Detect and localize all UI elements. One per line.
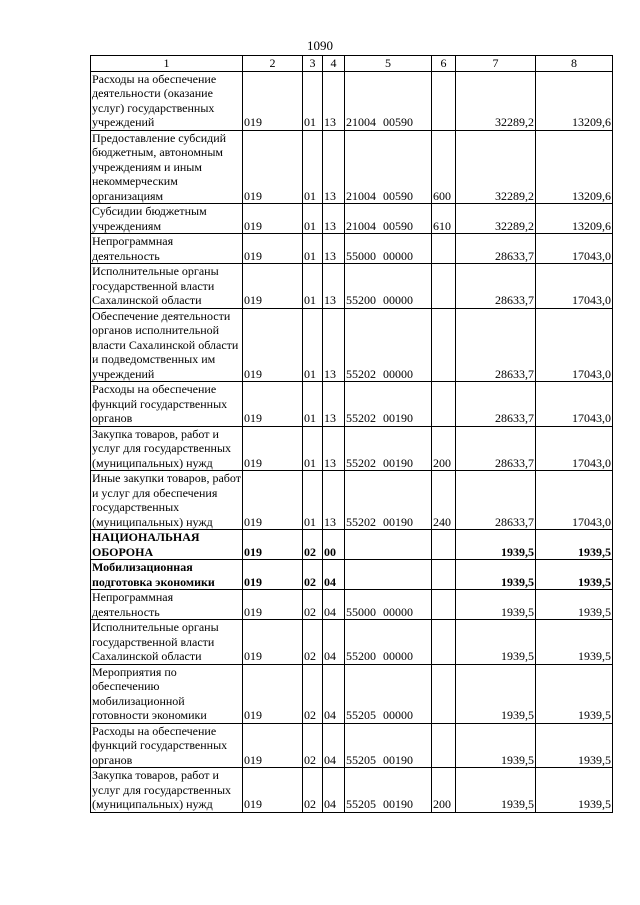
- subsection-code-cell: 00: [323, 530, 345, 560]
- amount-cell: 1939,5: [536, 664, 613, 723]
- target-article-cell: [345, 530, 432, 560]
- amount-cell: 32289,2: [456, 71, 536, 130]
- expense-type-cell: [432, 620, 456, 665]
- amount-cell: 1939,5: [456, 620, 536, 665]
- target-article-part: 00190: [383, 797, 413, 811]
- target-article-part: 55202: [346, 514, 376, 529]
- section-code-cell: 01: [303, 71, 323, 130]
- table-row: [91, 560, 613, 590]
- target-article-part: 00190: [383, 411, 413, 425]
- target-article-cell: [345, 620, 432, 665]
- amount-cell: 1939,5: [456, 560, 536, 590]
- row-name-cell: Расходы на обеспечение деятельности (оказание услуг) государственных учреждений: [91, 71, 243, 130]
- amount-cell: 28633,7: [456, 234, 536, 264]
- subsection-code-cell: 04: [323, 620, 345, 665]
- target-article-part: 00190: [383, 752, 413, 767]
- page-number: 1090: [307, 38, 333, 53]
- section-code-cell: 02: [303, 664, 323, 723]
- target-article-part: 55202: [346, 366, 376, 381]
- table-row: [91, 590, 613, 620]
- amount-cell: 1939,5: [456, 768, 536, 813]
- target-article-cell: [345, 471, 432, 530]
- target-article-part: 21004: [346, 115, 376, 129]
- admin-code-cell: 019: [243, 130, 303, 204]
- target-article-part: 55205: [346, 797, 376, 811]
- expense-type-cell: [432, 530, 456, 560]
- amount-cell: 1939,5: [536, 590, 613, 620]
- amount-cell: 1939,5: [536, 560, 613, 590]
- row-name-cell: Мобилизационная подготовка экономики: [91, 560, 243, 590]
- amount-cell: 17043,0: [536, 426, 613, 471]
- admin-code-cell: 019: [243, 560, 303, 590]
- target-article-part: 55202: [346, 411, 376, 425]
- table-header-row: [91, 56, 613, 72]
- expense-type-cell: 200: [432, 768, 456, 813]
- target-article-part: 00590: [383, 188, 413, 203]
- subsection-code-cell: 04: [323, 590, 345, 620]
- target-article-cell: [345, 382, 432, 427]
- subsection-code-cell: 13: [323, 471, 345, 530]
- row-name-cell: Субсидии бюджетным учреждениям: [91, 204, 243, 234]
- amount-cell: 1939,5: [536, 620, 613, 665]
- column-header: 6: [432, 56, 456, 72]
- column-header: 2: [243, 56, 303, 72]
- row-name-cell: Мероприятия по обеспечению мобилизационной готовности экономики: [91, 664, 243, 723]
- table-row: [91, 382, 613, 427]
- section-code-cell: 01: [303, 204, 323, 234]
- column-header: 7: [456, 56, 536, 72]
- table-row: [91, 620, 613, 665]
- section-code-cell: 01: [303, 426, 323, 471]
- expense-type-cell: [432, 664, 456, 723]
- target-article-part: 55200: [346, 649, 376, 663]
- target-article-part: 00590: [383, 218, 413, 233]
- target-article-part: 00190: [383, 514, 413, 529]
- column-header: 8: [536, 56, 613, 72]
- section-code-cell: 02: [303, 590, 323, 620]
- target-article-part: 00000: [383, 708, 413, 722]
- target-article-cell: [345, 768, 432, 813]
- target-article-cell: [345, 71, 432, 130]
- admin-code-cell: 019: [243, 204, 303, 234]
- target-article-part: 00000: [383, 649, 413, 663]
- target-article-part: 55000: [346, 604, 376, 619]
- amount-cell: 28633,7: [456, 264, 536, 309]
- amount-cell: 1939,5: [536, 530, 613, 560]
- subsection-code-cell: 04: [323, 664, 345, 723]
- target-article-cell: [345, 204, 432, 234]
- section-code-cell: 02: [303, 620, 323, 665]
- table-row: [91, 71, 613, 130]
- section-code-cell: 01: [303, 382, 323, 427]
- subsection-code-cell: 04: [323, 723, 345, 768]
- subsection-code-cell: 04: [323, 560, 345, 590]
- admin-code-cell: 019: [243, 723, 303, 768]
- table-row: [91, 130, 613, 204]
- target-article-part: 00190: [383, 455, 413, 470]
- row-name-cell: Иные закупки товаров, работ и услуг для обеспечения государственных (муниципальных) нужд: [92, 471, 241, 529]
- table-row: [91, 234, 613, 264]
- amount-cell: 1939,5: [536, 768, 613, 813]
- admin-code-cell: 019: [243, 471, 303, 530]
- target-article-cell: [345, 130, 432, 204]
- amount-cell: 13209,6: [536, 130, 613, 204]
- section-code-cell: 01: [303, 234, 323, 264]
- amount-cell: 17043,0: [536, 264, 613, 309]
- table-row: [91, 723, 613, 768]
- admin-code-cell: 019: [243, 590, 303, 620]
- target-article-cell: [345, 264, 432, 309]
- admin-code-cell: 019: [243, 71, 303, 130]
- amount-cell: 32289,2: [456, 204, 536, 234]
- subsection-code-cell: 13: [323, 71, 345, 130]
- expense-type-cell: 240: [432, 471, 456, 530]
- amount-cell: 1939,5: [456, 590, 536, 620]
- column-header: 1: [91, 56, 243, 72]
- target-article-part: 00000: [383, 366, 413, 381]
- table-row: [91, 426, 613, 471]
- admin-code-cell: 019: [243, 664, 303, 723]
- subsection-code-cell: 13: [323, 426, 345, 471]
- expense-type-cell: [432, 308, 456, 382]
- admin-code-cell: 019: [243, 426, 303, 471]
- expense-type-cell: [432, 382, 456, 427]
- amount-cell: 28633,7: [456, 426, 536, 471]
- row-name-cell: Предоставление субсидий бюджетным, автономным учреждениям и иным некоммерческим организациям: [91, 130, 243, 204]
- section-code-cell: 01: [303, 130, 323, 204]
- admin-code-cell: 019: [243, 530, 303, 560]
- subsection-code-cell: 13: [323, 264, 345, 309]
- subsection-code-cell: 13: [323, 204, 345, 234]
- admin-code-cell: 019: [243, 264, 303, 309]
- expense-type-cell: 200: [432, 426, 456, 471]
- subsection-code-cell: 13: [323, 308, 345, 382]
- target-article-part: 55205: [346, 752, 376, 767]
- column-header: 3: [303, 56, 323, 72]
- row-name-cell: Исполнительные органы государственной власти Сахалинской области: [91, 620, 243, 665]
- column-header: 4: [323, 56, 345, 72]
- row-name-cell: НАЦИОНАЛЬНАЯ ОБОРОНА: [91, 530, 243, 560]
- section-code-cell: 02: [303, 560, 323, 590]
- expense-type-cell: [432, 590, 456, 620]
- target-article-cell: [345, 426, 432, 471]
- admin-code-cell: 019: [243, 382, 303, 427]
- target-article-part: 55200: [346, 293, 376, 307]
- expense-type-cell: 600: [432, 130, 456, 204]
- target-article-cell: [345, 560, 432, 590]
- target-article-part: 55000: [346, 248, 376, 263]
- subsection-code-cell: 13: [323, 234, 345, 264]
- target-article-part: 00590: [383, 115, 413, 129]
- table-row: [91, 664, 613, 723]
- row-name-cell: Исполнительные органы государственной власти Сахалинской области: [91, 264, 243, 309]
- subsection-code-cell: 13: [323, 130, 345, 204]
- section-code-cell: 02: [303, 530, 323, 560]
- table-row: [91, 308, 613, 382]
- amount-cell: 1939,5: [536, 723, 613, 768]
- amount-cell: 17043,0: [536, 234, 613, 264]
- target-article-part: 55205: [346, 708, 376, 722]
- target-article-part: 21004: [346, 188, 376, 203]
- target-article-part: 55202: [346, 455, 376, 470]
- expense-type-cell: [432, 723, 456, 768]
- target-article-part: 00000: [383, 604, 413, 619]
- section-code-cell: 02: [303, 723, 323, 768]
- target-article-cell: [345, 308, 432, 382]
- amount-cell: 1939,5: [456, 664, 536, 723]
- budget-table: [90, 55, 613, 813]
- expense-type-cell: [432, 71, 456, 130]
- admin-code-cell: 019: [243, 234, 303, 264]
- table-row: [91, 264, 613, 309]
- table-row: [91, 204, 613, 234]
- row-name-cell: Закупка товаров, работ и услуг для государственных (муниципальных) нужд: [91, 768, 243, 813]
- table-row: [91, 768, 613, 813]
- admin-code-cell: 019: [243, 768, 303, 813]
- row-name-cell: Закупка товаров, работ и услуг для государственных (муниципальных) нужд: [91, 426, 243, 471]
- table-row: [91, 471, 613, 530]
- amount-cell: 13209,6: [536, 71, 613, 130]
- section-code-cell: 02: [303, 768, 323, 813]
- amount-cell: 28633,7: [456, 308, 536, 382]
- section-code-cell: 01: [303, 308, 323, 382]
- expense-type-cell: [432, 264, 456, 309]
- table-row: [91, 530, 613, 560]
- row-name-cell: Расходы на обеспечение функций государственных органов: [91, 723, 243, 768]
- amount-cell: 28633,7: [456, 471, 536, 530]
- amount-cell: 13209,6: [536, 204, 613, 234]
- row-name-cell: Непрограммная деятельность: [91, 234, 243, 264]
- target-article-cell: [345, 234, 432, 264]
- amount-cell: 28633,7: [456, 382, 536, 427]
- subsection-code-cell: 13: [323, 382, 345, 427]
- amount-cell: 17043,0: [536, 471, 613, 530]
- target-article-part: 00000: [383, 293, 413, 307]
- amount-cell: 17043,0: [536, 308, 613, 382]
- amount-cell: 17043,0: [536, 382, 613, 427]
- row-name-cell: Непрограммная деятельность: [91, 590, 243, 620]
- row-name-cell: Обеспечение деятельности органов исполнительной власти Сахалинской области и подведомственных им учреждений: [91, 308, 243, 382]
- target-article-cell: [345, 723, 432, 768]
- amount-cell: 1939,5: [456, 723, 536, 768]
- amount-cell: 1939,5: [456, 530, 536, 560]
- column-header: 5: [345, 56, 432, 72]
- admin-code-cell: 019: [243, 308, 303, 382]
- section-code-cell: 01: [303, 264, 323, 309]
- target-article-part: 00000: [383, 248, 413, 263]
- target-article-cell: [345, 590, 432, 620]
- admin-code-cell: 019: [243, 620, 303, 665]
- amount-cell: 32289,2: [456, 130, 536, 204]
- row-name-cell: Расходы на обеспечение функций государственных органов: [91, 382, 243, 427]
- expense-type-cell: 610: [432, 204, 456, 234]
- target-article-cell: [345, 664, 432, 723]
- expense-type-cell: [432, 234, 456, 264]
- target-article-part: 21004: [346, 218, 376, 233]
- expense-type-cell: [432, 560, 456, 590]
- subsection-code-cell: 04: [323, 768, 345, 813]
- section-code-cell: 01: [303, 471, 323, 530]
